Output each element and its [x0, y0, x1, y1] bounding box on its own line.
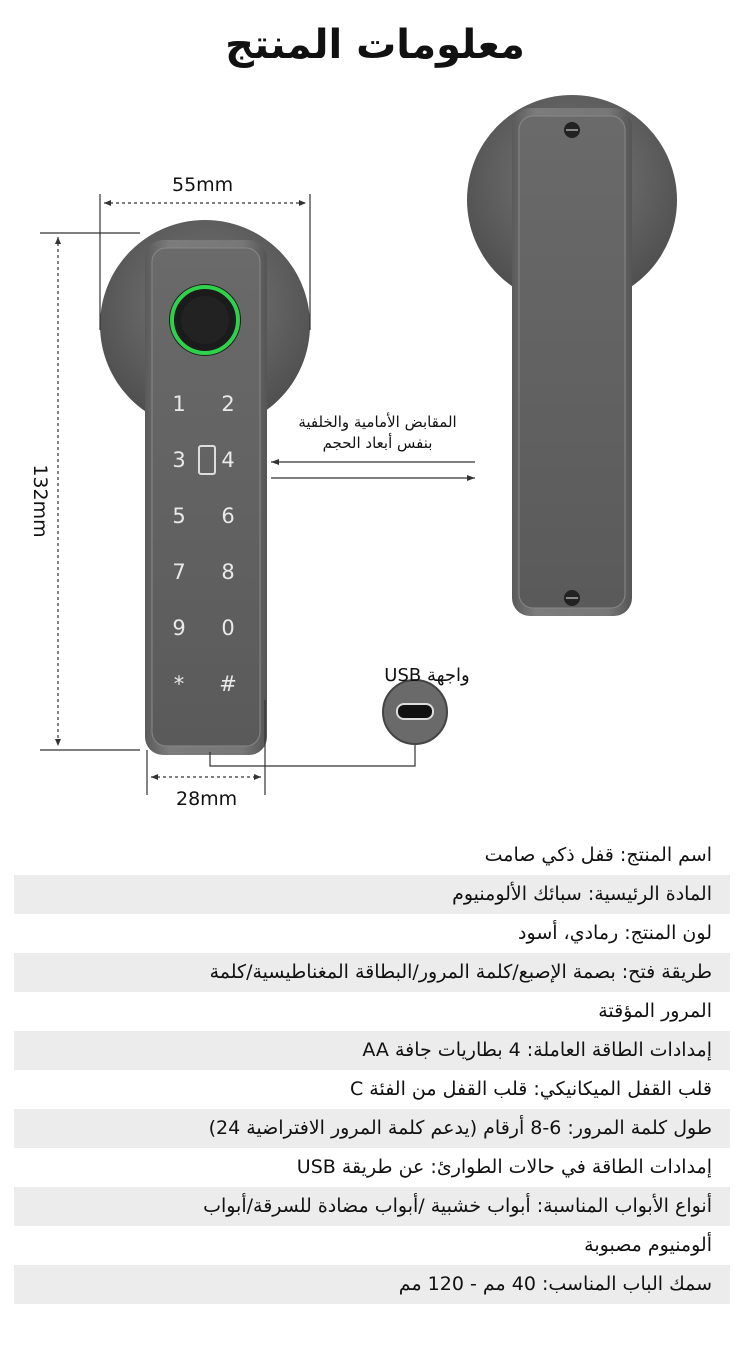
spec-row: المادة الرئيسية: سبائك الألومنيوم [14, 875, 730, 914]
height-label: 132mm [29, 464, 51, 538]
product-diagram [0, 90, 750, 830]
key-star: * [173, 672, 185, 696]
key-4: 4 [221, 448, 235, 472]
key-7: 7 [172, 560, 186, 584]
spec-row: المرور المؤقتة [598, 1000, 712, 1022]
handles-note-line2: بنفس أبعاد الحجم [322, 434, 433, 452]
spec-row: طريقة فتح: بصمة الإصبع/كلمة المرور/البطاقة المغناطيسية/كلمة [14, 953, 730, 992]
key-3: 3 [172, 448, 186, 472]
back-panel [519, 116, 625, 608]
width-top-label: 55mm [172, 174, 234, 196]
lock-illustration [0, 90, 750, 830]
spec-row: ألومنيوم مصبوبة [584, 1234, 712, 1256]
fingerprint-pad [181, 296, 229, 344]
key-5: 5 [172, 504, 186, 528]
spec-row: لون المنتج: رمادي، أسود [518, 922, 712, 944]
spec-row: طول كلمة المرور: 6-8 أرقام (يدعم كلمة المرور الافتراضية 24) [14, 1109, 730, 1148]
key-8: 8 [221, 560, 235, 584]
usb-label: واجهة USB [384, 665, 470, 686]
key-0: 0 [221, 616, 235, 640]
key-2: 2 [221, 392, 235, 416]
spec-list [14, 836, 730, 1304]
usb-c-port-icon [397, 704, 433, 719]
spec-row: إمدادات الطاقة العاملة: 4 بطاريات جافة AA [14, 1031, 730, 1070]
width-bottom-label: 28mm [176, 788, 238, 810]
spec-row: أنواع الأبواب المناسبة: أبواب خشبية /أبواب مضادة للسرقة/أبواب [14, 1187, 730, 1226]
spec-row: اسم المنتج: قفل ذكي صامت [484, 844, 712, 866]
spec-row: سمك الباب المناسب: 40 مم - 120 مم [14, 1265, 730, 1304]
spec-row: إمدادات الطاقة في حالات الطوارئ: عن طريقة USB [296, 1156, 712, 1178]
key-6: 6 [221, 504, 235, 528]
key-1: 1 [172, 392, 186, 416]
spec-row: قلب القفل الميكانيكي: قلب القفل من الفئة C [349, 1078, 712, 1100]
key-hash: # [219, 672, 237, 696]
page-title: معلومات المنتج [225, 22, 525, 68]
handles-note-line1: المقابض الأمامية والخلفية [298, 413, 457, 431]
key-9: 9 [172, 616, 186, 640]
handles-note [270, 412, 485, 454]
